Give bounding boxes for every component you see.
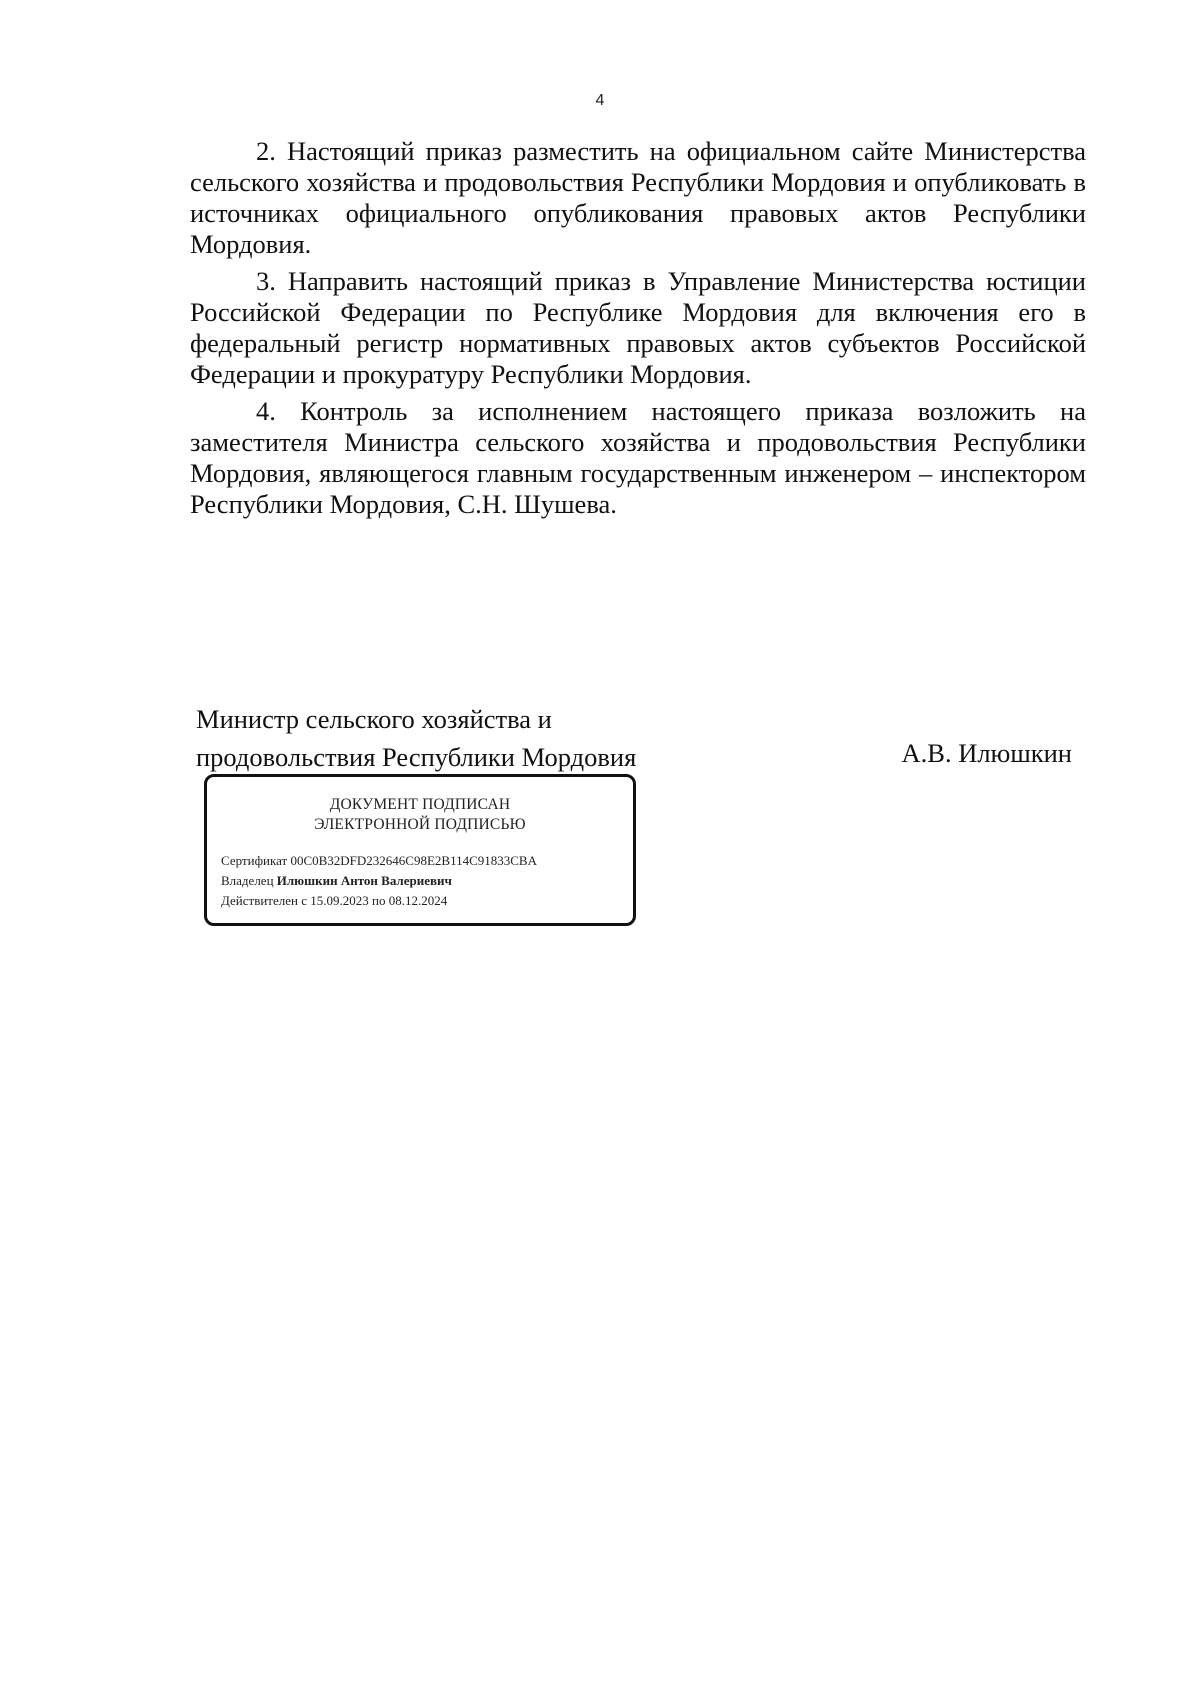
electronic-signature-stamp <box>204 774 636 926</box>
paragraph-2: 2. Настоящий приказ разместить на официальном сайте Министерства сельского хозяйства и продовольствия Республики Мордовия и опубликовать в источниках официального опубликования правовых актов Республики Мордовия. <box>190 136 1086 259</box>
stamp-certificate-row <box>221 851 633 871</box>
signer-position <box>196 700 636 776</box>
stamp-valid-from: 15.09.2023 <box>310 893 369 908</box>
stamp-owner-row <box>221 871 633 891</box>
signer-position-line-2: продовольствия Республики Мордовия <box>196 742 637 772</box>
stamp-title-line-1: ДОКУМЕНТ ПОДПИСАН <box>329 796 511 813</box>
stamp-title <box>207 795 633 835</box>
stamp-validity-row <box>221 891 633 911</box>
document-body <box>190 136 1086 526</box>
page-number: 4 <box>595 92 605 109</box>
stamp-valid-to: 08.12.2024 <box>388 893 448 908</box>
signer-name: А.В. Илюшкин <box>901 738 1072 768</box>
stamp-certificate-label: Сертификат <box>221 853 288 868</box>
stamp-valid-label: Действителен с <box>221 893 307 908</box>
stamp-valid-to-label: по <box>372 893 386 908</box>
stamp-details <box>221 851 633 911</box>
paragraph-4: 4. Контроль за исполнением настоящего приказа возложить на заместителя Министра сельского хозяйства и продовольствия Республики Мордовия, являющегося главным государственным инженером – инспектором Республики Мордовия, С.Н. Шушева. <box>190 396 1086 519</box>
paragraph-3: 3. Направить настоящий приказ в Управление Министерства юстиции Российской Федерации по Республике Мордовия для включения его в федеральный регистр нормативных правовых актов субъектов Российской Федерации и прокуратуру Республики Мордовия. <box>190 266 1086 389</box>
stamp-title-line-2: ЭЛЕКТРОННОЙ ПОДПИСЬЮ <box>314 816 526 833</box>
stamp-certificate-value: 00C0B32DFD232646C98E2B114C91833CBA <box>290 853 537 868</box>
signer-position-line-1: Министр сельского хозяйства и <box>196 704 552 734</box>
stamp-owner-label: Владелец <box>221 873 274 888</box>
stamp-owner-value: Илюшкин Антон Валериевич <box>276 873 452 888</box>
